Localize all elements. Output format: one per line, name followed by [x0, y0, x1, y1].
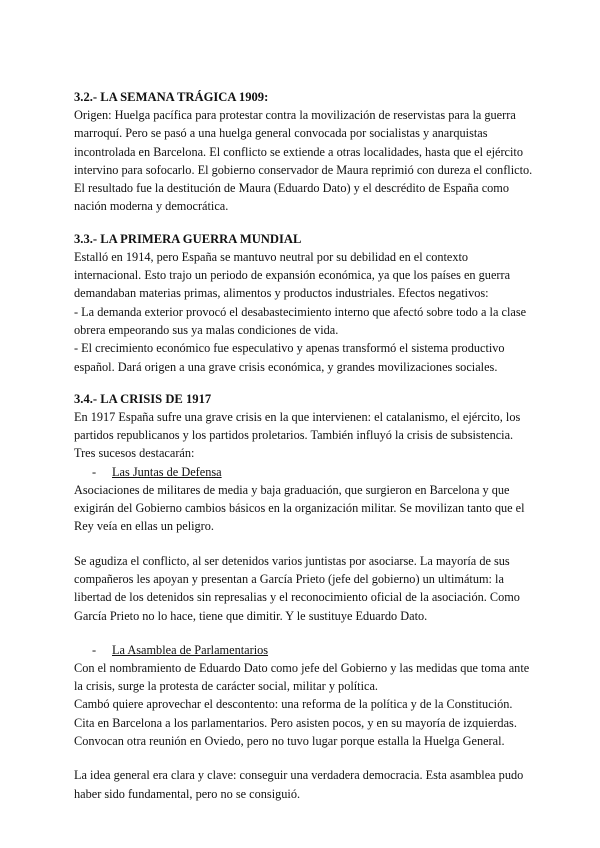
paragraph: Cita en Barcelona a los parlamentarios. Pero asisten pocos, y en su mayoría de izquierdas.	[74, 715, 517, 730]
section-title-primera-guerra-mundial: 3.3.- LA PRIMERA GUERRA MUNDIAL	[74, 231, 302, 246]
paragraph: Se agudiza el conflicto, al ser detenidos varios juntistas por asociarse. La mayoría de sus compañeros les apoyan y presentan a García Prieto (jefe del gobierno) un ultimátum: la libertad de los detenidos sin represalias y el reconocimiento oficial de la asociación. Como García Prieto no lo hace, tiene que dimitir. Y le sustituye Eduardo Dato.	[74, 553, 520, 623]
dash-marker: -	[92, 642, 97, 657]
paragraph: La idea general era clara y clave: conseguir una verdadera democracia. Esta asamblea pudo haber sido fundamental, pero no se consiguió.	[74, 768, 524, 801]
paragraph: Convocan otra reunión en Oviedo, pero no tuvo lugar porque estalla la Huelga General.	[74, 734, 505, 749]
paragraph: Origen: Huelga pacífica para protestar contra la movilización de reservistas para la guerra marroquí. Pero se pasó a una huelga general convocada por socialistas y anarquistas incontrolada en Barcelona. El conflicto se extiende a otras localidades, hasta que el ejército intervino para sofocarlo. El gobierno conservador de Maura reprimió con dureza el conflicto. El resultado fue la destitución de Maura (Eduardo Dato) y el descrédito de España como nación moderna y democrática.	[74, 108, 533, 214]
paragraph-bullet: - La demanda exterior provocó el desabastecimiento interno que afectó sobre todo a la clase obrera empeorando sus ya malas condiciones de vida.	[74, 304, 527, 337]
paragraph-bullet: - El crecimiento económico fue especulativo y apenas transformó el sistema productivo español. Dará origen a una grave crisis económica, y grandes movilizaciones sociales.	[74, 341, 505, 374]
paragraph: Estalló en 1914, pero España se mantuvo neutral por su debilidad en el contexto internacional. Esto trajo un periodo de expansión económica, ya que los países en guerra demandaban materias primas, alimentos y productos industriales. Efectos negativos:	[74, 249, 511, 301]
subsection-title: Las Juntas de Defensa	[112, 464, 222, 479]
subsection-heading-asamblea-parlamentarios	[74, 641, 534, 659]
section-title-semana-tragica: 3.2.- LA SEMANA TRÁGICA 1909:	[74, 90, 269, 104]
subsection-heading-juntas-defensa	[74, 463, 534, 481]
paragraph: Con el nombramiento de Eduardo Dato como jefe del Gobierno y las medidas que toma ante la crisis, surge la protesta de carácter social, militar y política.	[74, 660, 530, 694]
subsection-title: La Asamblea de Parlamentarios	[112, 642, 269, 657]
dash-marker: -	[92, 464, 97, 479]
section-title-crisis-1917: 3.4.- LA CRISIS DE 1917	[74, 391, 212, 406]
document-body	[74, 88, 534, 803]
paragraph: Asociaciones de militares de media y baja graduación, que surgieron en Barcelona y que exigirán del Gobierno cambios básicos en la organización militar. Se movilizan tanto que el Rey veía en ellas un peligro.	[74, 482, 525, 534]
paragraph: En 1917 España sufre una grave crisis en la que intervienen: el catalanismo, el ejército, los partidos republicanos y los partidos proletarios. También influyó la crisis de subsistencia. Tres sucesos destacarán:	[74, 409, 521, 461]
paragraph: Cambó quiere aprovechar el descontento: una reforma de la política y de la Constitución.	[74, 697, 513, 712]
